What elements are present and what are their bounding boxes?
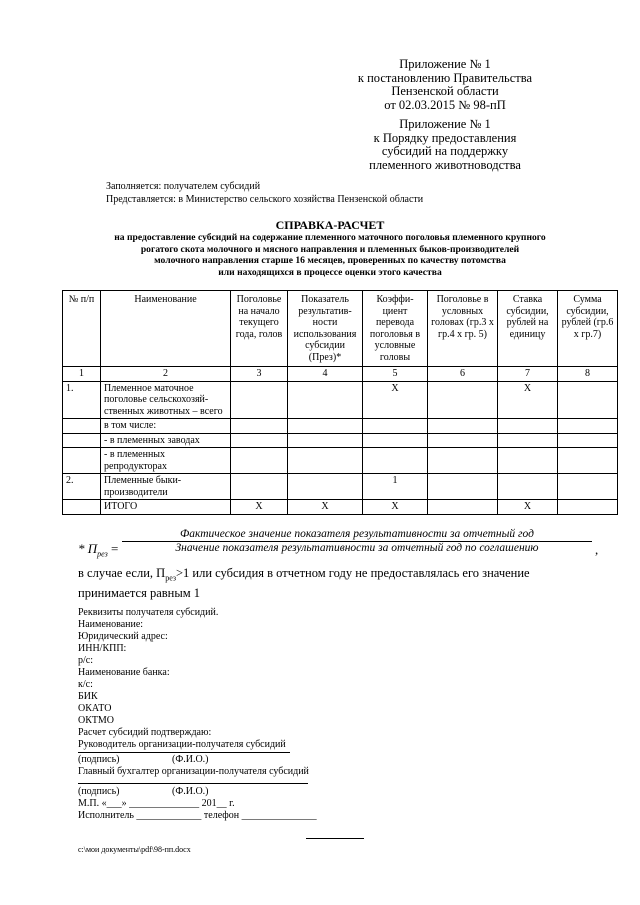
requisites-line: БИК: [78, 691, 98, 702]
table-cell: [428, 433, 498, 448]
requisites-line: Руководитель организации-получателя субсидий: [78, 739, 286, 750]
table-row: [63, 474, 618, 500]
formula-equals: =: [110, 541, 119, 556]
table-cell: Племенное маточное поголовье сельскохозяй-ственных животных – всего: [101, 381, 231, 419]
requisites-line: ОКТМО: [78, 715, 114, 726]
appendix1-line: Пензенской области: [391, 84, 499, 98]
table-header-row: [63, 291, 618, 367]
table-cell: [428, 381, 498, 419]
calculation-table: [62, 290, 618, 515]
appendix2-line: субсидий на поддержку: [381, 144, 509, 158]
formula-label: * $П_{рез}$ =: [78, 541, 119, 559]
table-cell: [428, 474, 498, 500]
requisites-line: ИНН/КПП:: [78, 643, 127, 654]
appendix1-line: Приложение № 1: [399, 57, 491, 71]
signature-line: [78, 752, 290, 753]
requisites-line: Юридический адрес:: [78, 631, 168, 642]
table-cell: [63, 500, 101, 515]
header-cell: Коэффи-циент перевода поголовья в условные головы: [363, 291, 428, 367]
header-cell: Показатель результатив-ности использования субсидии (През)*: [288, 291, 363, 367]
sign-caption-name: (Ф.И.О.): [172, 754, 209, 765]
table-cell: [363, 448, 428, 474]
table-cell: [288, 474, 363, 500]
requisites-line: ОКАТО: [78, 703, 112, 714]
subtitle-line: молочного направления старше 16 месяцев, проверенных по качеству потомства: [154, 255, 506, 266]
table-row-total: [63, 500, 618, 515]
table-cell: [428, 419, 498, 434]
condition-text: в случае если, $П_{рез}>1$ или субсидия в отчетном году не предоставлялась его значение принимается равным 1: [78, 566, 530, 600]
table-cell: [231, 433, 288, 448]
table-row: [63, 448, 618, 474]
requisites-line: Реквизиты получателя субсидий.: [78, 607, 219, 618]
header-cell: Поголовье на начало текущего года, голов: [231, 291, 288, 367]
table-cell: 1: [363, 474, 428, 500]
formula-label-sub: рез: [97, 549, 108, 559]
col-number: 2: [101, 367, 231, 382]
header-cell: Сумма субсидии, рублей (гр.6 х гр.7): [558, 291, 618, 367]
table-cell: [558, 419, 618, 434]
chief-accountant-label: Главный бухгалтер организации-получателя субсидий: [78, 766, 309, 777]
stamp-date-line: М.П. «___» ______________ 201__ г.: [78, 798, 235, 809]
table-row: [63, 433, 618, 448]
table-cell: - в племенных заводах: [101, 433, 231, 448]
col-number: 6: [428, 367, 498, 382]
table-cell: Племенные быки-производители: [101, 474, 231, 500]
header-cell: Поголовье в условных головах (гр.3 х гр.4 х гр. 5): [428, 291, 498, 367]
formula-numerator: Фактическое значение показателя результативности за отчетный год: [122, 528, 592, 542]
table-cell: [288, 448, 363, 474]
sign-caption-name: (Ф.И.О.): [172, 786, 209, 797]
requisites-line: к/с:: [78, 679, 93, 690]
table-cell: [231, 474, 288, 500]
formula-comma: ,: [595, 542, 599, 557]
appendix-block-2: [330, 118, 560, 172]
appendix1-line: к постановлению Правительства: [357, 70, 533, 85]
appendix2-line: Приложение № 1: [399, 117, 491, 131]
table-cell: [288, 381, 363, 419]
document-title: СПРАВКА-РАСЧЕТ: [275, 218, 385, 232]
table-cell: [558, 433, 618, 448]
table-cell: [498, 433, 558, 448]
formula-fraction: [122, 528, 592, 554]
requisites-line: Наименование банка:: [78, 667, 170, 678]
table-cell: [428, 448, 498, 474]
table-cell: Х: [363, 500, 428, 515]
header-cell: Наименование: [101, 291, 231, 367]
table-cell: Х: [498, 500, 558, 515]
table-cell: [231, 381, 288, 419]
table-cell: 1.: [63, 381, 101, 419]
table-cell: [363, 419, 428, 434]
file-path: c:\мои документы\pdf\98-пп.docx: [78, 845, 191, 854]
col-number: 8: [558, 367, 618, 382]
appendix-block-1: [330, 58, 560, 112]
subtitle-line: рогатого скота молочного и мясного направления и племенных быков-производителей: [140, 243, 520, 255]
table-cell: [231, 448, 288, 474]
table-cell: ИТОГО: [101, 500, 231, 515]
table-cell: [498, 448, 558, 474]
filled-by: Заполняется: получателем субсидий: [106, 181, 261, 192]
table-cell: [558, 381, 618, 419]
subtitle-line: на предоставление субсидий на содержание племенного маточного поголовья племенного крупного: [114, 232, 546, 243]
subtitle-line: или находящихся в процессе оценки этого качества: [218, 266, 442, 278]
submitted-to: Представляется: в Министерство сельского хозяйства Пензенской области: [106, 194, 424, 205]
signature-line: [78, 783, 308, 784]
appendix2-line: к Порядку предоставления: [373, 130, 517, 145]
header-cell: № п/п: [63, 291, 101, 367]
requisites-line: Расчет субсидий подтверждаю:: [78, 727, 212, 738]
table-cell: [63, 448, 101, 474]
executor-line: Исполнитель _____________ телефон _______________: [78, 810, 317, 821]
table-cell: [288, 433, 363, 448]
requisites-line: р/с:: [78, 655, 93, 666]
document-title-block: [60, 218, 600, 278]
table-cell: Х: [231, 500, 288, 515]
table-cell: - в племенных репродукторах: [101, 448, 231, 474]
col-number: 3: [231, 367, 288, 382]
table-cell: Х: [498, 381, 558, 419]
sign-caption-signature: (подпись): [78, 786, 120, 797]
table-cell: [428, 500, 498, 515]
table-cell: [558, 500, 618, 515]
col-number: 4: [288, 367, 363, 382]
header-cell: Ставка субсидии, рублей на единицу: [498, 291, 558, 367]
table-cell: [498, 419, 558, 434]
table-cell: [363, 433, 428, 448]
table-cell: [63, 419, 101, 434]
appendix2-line: племенного животноводства: [369, 157, 521, 172]
table-cell: в том числе:: [101, 419, 231, 434]
table-cell: [558, 448, 618, 474]
col-number: 7: [498, 367, 558, 382]
table-cell: [231, 419, 288, 434]
col-number: 1: [63, 367, 101, 382]
formula-denominator: Значение показателя результативности за отчетный год по соглашению: [175, 542, 539, 554]
table-cell: Х: [363, 381, 428, 419]
table-cell: [558, 474, 618, 500]
requisites-line: Наименование:: [78, 619, 144, 630]
table-cell: Х: [288, 500, 363, 515]
table-row: [63, 419, 618, 434]
table-cell: [288, 419, 363, 434]
column-number-row: [63, 367, 618, 382]
table-cell: [63, 433, 101, 448]
sign-caption-signature: (подпись): [78, 754, 120, 765]
table-cell: [498, 474, 558, 500]
table-row: [63, 381, 618, 419]
col-number: 5: [363, 367, 428, 382]
table-cell: 2.: [63, 474, 101, 500]
appendix1-line: от 02.03.2015 № 98-пП: [384, 97, 506, 112]
divider: [306, 838, 364, 839]
